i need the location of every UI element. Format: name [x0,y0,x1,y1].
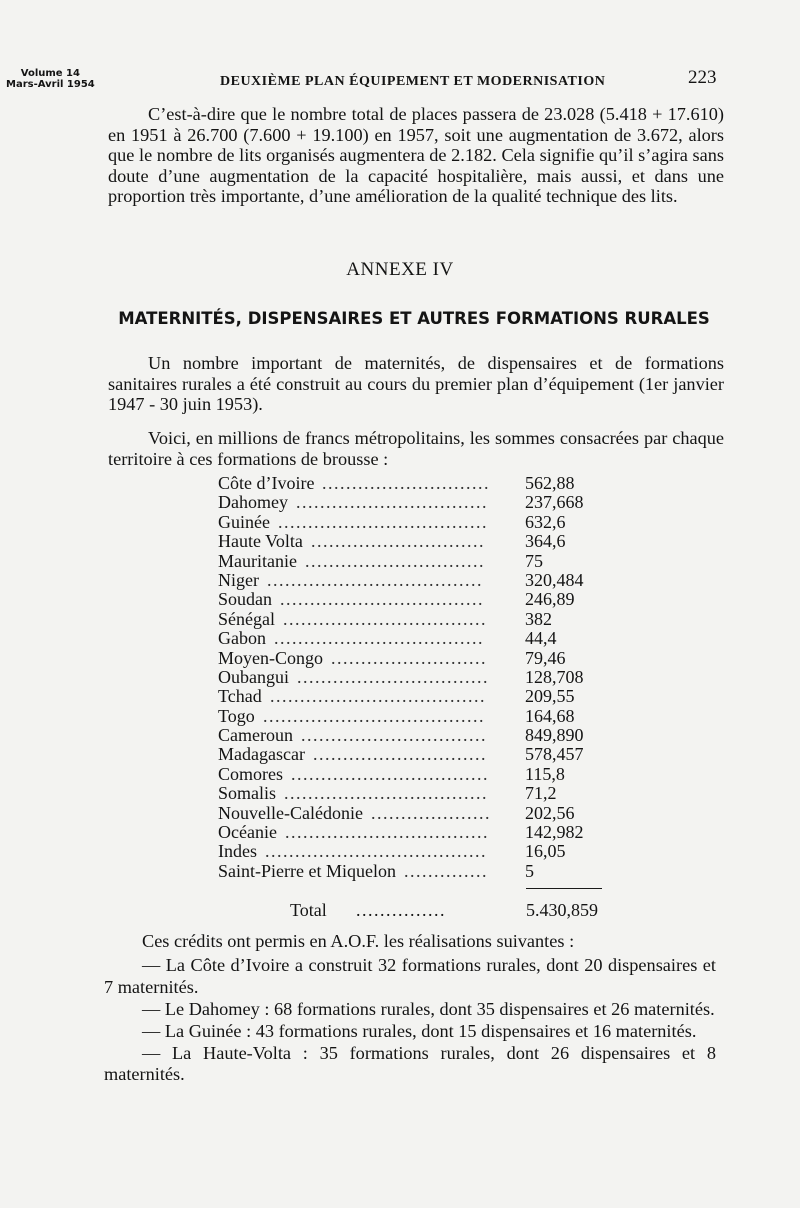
amount-value: 71,2 [525,783,557,804]
leader-dots: .................................... [267,570,483,590]
leader-dots: .................................. [280,590,484,610]
budget-row [218,532,610,551]
total-row [290,899,620,921]
amount-value: 237,668 [525,492,584,513]
amount-value: 632,6 [525,511,566,532]
amount-value: 44,4 [525,628,557,649]
budget-intro-paragraph: Voici, en millions de francs métropolitains, les sommes consacrées par chaque territoire à ces formations de brousse : [108,428,724,469]
budget-row [218,784,610,803]
leader-dots: ..................................... [263,706,485,726]
leader-dots: .................................. [283,609,487,629]
achievement-item: — La Côte d’Ivoire a construit 32 formations rurales, dont 20 dispensaires et 7 maternités. [104,954,716,997]
budget-row [218,765,610,784]
leader-dots: ................................ [297,667,489,687]
territory-name: Somalis [218,783,277,804]
budget-row [218,823,610,842]
territory-name: Mauritanie [218,550,297,571]
territory-name: Gabon [218,628,266,649]
total-label: Total [290,900,327,920]
annexe-title: ANNEXE IV [346,259,454,280]
leader-dots: .............. [404,861,488,881]
running-title: DEUXIÈME PLAN ÉQUIPEMENT ET MODERNISATION [220,74,606,89]
issue-date: Mars-Avril 1954 [6,79,95,90]
budget-row [218,552,610,571]
leader-dots: ................................... [274,629,484,649]
total-value: 5.430,859 [526,900,598,920]
territory-name: Nouvelle-Calédonie [218,802,363,823]
budget-row [218,590,610,609]
leader-dots: .......................... [331,648,487,668]
territory-name: Côte d’Ivoire [218,473,315,493]
budget-row [218,629,610,648]
leader-dots: .................................... [270,687,486,707]
amount-value: 209,55 [525,686,575,707]
page-number: 223 [688,67,717,88]
territory-name: Tchad [218,686,262,707]
territory-name: Haute Volta [218,531,303,552]
amount-value: 75 [525,550,543,571]
territory-name: Indes [218,841,257,862]
leader-dots: ............................... [301,726,487,746]
territory-name: Guinée [218,511,270,532]
amount-value: 364,6 [525,531,566,552]
budget-row [218,726,610,745]
budget-row [218,862,610,881]
territory-name: Togo [218,705,255,726]
leader-dots: .................................. [285,823,489,843]
amount-value: 16,05 [525,841,566,862]
leader-dots: ................................ [296,493,488,513]
leader-dots: .................... [371,803,491,823]
leader-dots: ............................ [322,474,490,493]
budget-row [218,474,610,493]
territory-name: Madagascar [218,744,305,765]
leader-dots: ................................... [278,512,488,532]
achievements-section [104,931,716,1086]
budget-row [218,804,610,823]
amount-value: 79,46 [525,647,566,668]
leader-dots: ............................. [313,745,487,765]
section-title: MATERNITÉS, DISPENSAIRES ET AUTRES FORMATIONS RURALES [118,309,710,328]
amount-value: 164,68 [525,705,575,726]
amount-value: 115,8 [525,763,565,784]
amount-value: 578,457 [525,744,584,765]
volume-label: Volume 14 [20,68,80,79]
volume-stamp [6,68,95,90]
achievement-item: — La Haute-Volta : 35 formations rurales, dont 26 dispensaires et 8 maternités. [104,1042,716,1085]
leader-dots: ..................................... [265,842,487,862]
budget-table [218,474,610,881]
budget-row [218,571,610,590]
territory-name: Oubangui [218,666,289,687]
territory-name: Saint-Pierre et Miquelon [218,860,396,881]
budget-row [218,687,610,706]
total-leader-dots: ............... [356,900,446,920]
budget-row [218,668,610,687]
territory-name: Dahomey [218,492,288,513]
amount-value: 382 [525,608,552,629]
opening-paragraph: C’est-à-dire que le nombre total de places passera de 23.028 (5.418 + 17.610) en 1951 à 26.700 (7.600 + 19.100) en 1957, soit une augmentation de 3.672, alors que le nombre de lits organisés augmentera de 2.182. Cela signifie qu’il s’agira sans doute d’une augmentation de la capacité hospitalière, mais aussi, et dans une proportion très importante, d’une amélioration de la qualité technique des lits. [108,104,724,207]
budget-row [218,513,610,532]
amount-value: 320,484 [525,569,584,590]
budget-row [218,842,610,861]
territory-name: Comores [218,763,283,784]
amount-value: 202,56 [525,802,575,823]
budget-row [218,745,610,764]
amount-value: 849,890 [525,725,584,746]
amount-value: 246,89 [525,589,575,610]
territory-name: Moyen-Congo [218,647,323,668]
budget-row [218,610,610,629]
amount-value: 5 [525,860,534,881]
achievements-intro: Ces crédits ont permis en A.O.F. les réalisations suivantes : [142,931,575,951]
budget-row [218,707,610,726]
territory-name: Cameroun [218,725,293,746]
territory-name: Soudan [218,589,272,610]
amount-value: 128,708 [525,666,584,687]
territory-name: Niger [218,569,259,590]
budget-row [218,649,610,668]
leader-dots: ................................. [291,764,489,784]
leader-dots: .................................. [284,784,488,804]
total-rule [526,888,602,889]
territory-name: Sénégal [218,608,275,629]
achievement-item: — La Guinée : 43 formations rurales, dont 15 dispensaires et 16 maternités. [142,1020,697,1041]
achievement-item: — Le Dahomey : 68 formations rurales, dont 35 dispensaires et 26 maternités. [142,998,715,1019]
intro-paragraph: Un nombre important de maternités, de dispensaires et de formations sanitaires rurales a été construit au cours du premier plan d’équipement (1er janvier 1947 - 30 juin 1953). [108,353,724,415]
amount-value: 562,88 [525,473,575,493]
budget-row [218,493,610,512]
leader-dots: .............................. [305,551,485,571]
leader-dots: ............................. [311,532,485,552]
territory-name: Océanie [218,822,277,843]
amount-value: 142,982 [525,822,584,843]
